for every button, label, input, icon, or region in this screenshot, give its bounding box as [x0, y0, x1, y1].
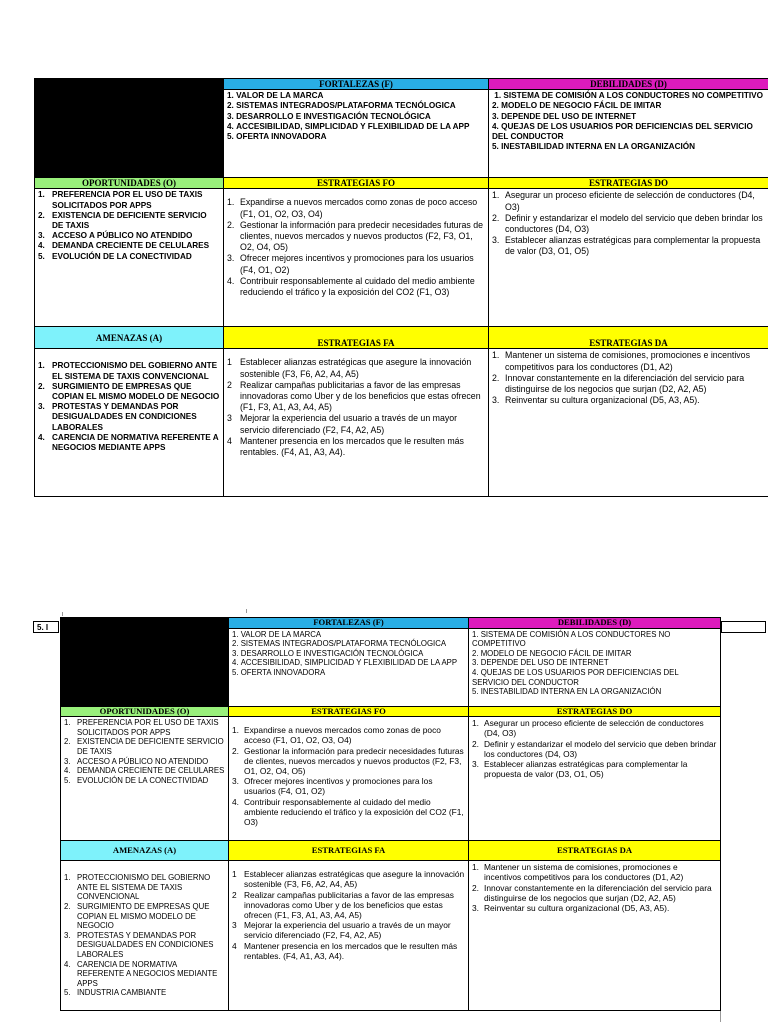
list-item: 3. Reinventar su cultura organizacional (D5, A3, A5). [492, 395, 700, 406]
list-item: 1. Asegurar un proceso eficiente de selección de conductores (D4, O3) [472, 718, 704, 739]
list-item: 1. VALOR DE LA MARCA [227, 91, 324, 101]
list-item: 1. SISTEMA DE COMISIÓN A LOS CONDUCTORES NO COMPETITIVO [472, 629, 671, 649]
header-estrategias-fa: ESTRATEGIAS FA [224, 327, 489, 349]
header-estrategias-fa: ESTRATEGIAS FA [229, 841, 469, 861]
list-item: 4. ACCESIBILIDAD, SIMPLICIDAD Y FLEXIBILIDAD DE LA APP [232, 658, 458, 668]
fortalezas-list [229, 628, 469, 706]
header-oportunidades: OPORTUNIDADES (O) [35, 178, 224, 189]
list-item: 3. ACCESO A PÚBLICO NO ATENDIDO [38, 231, 193, 241]
header-debilidades: DEBILIDADES (D) [469, 618, 721, 629]
list-item: 4. DEMANDA CRECIENTE DE CELULARES [38, 241, 210, 251]
list-item: 2. SURGIMIENTO DE EMPRESAS QUE COPIAN EL MISMO MODELO DE NEGOCIO [64, 901, 210, 931]
list-item: 2. Innovar constantemente en la diferenciación del servicio para distinguirse de los negocios que surjan (D2, A2, A5) [472, 882, 712, 903]
list-item: 4 Mantener presencia en los mercados que le resulten más rentables. (F4, A1, A3, A4). [232, 940, 458, 961]
section-number-fragment: 5. I [33, 621, 59, 633]
header-oportunidades: OPORTUNIDADES (O) [61, 706, 229, 717]
list-item: 2. SISTEMAS INTEGRADOS/PLATAFORMA TECNÓLOGICA [227, 101, 456, 111]
list-item: 3. Reinventar su cultura organizacional (D5, A3, A5). [472, 903, 670, 913]
header-estrategias-fo: ESTRATEGIAS FO [229, 706, 469, 717]
list-item: 3. Establecer alianzas estratégicas para complementar la propuesta de valor (D3, O1, O5) [472, 759, 688, 780]
header-debilidades: DEBILIDADES (D) [489, 79, 768, 90]
list-item: 1. PREFERENCIA POR EL USO DE TAXIS SOLICITADOS POR APPS [64, 718, 219, 737]
list-item: 4. CARENCIA DE NORMATIVA REFERENTE A NEGOCIOS MEDIANTE APPS [38, 432, 219, 453]
corner-black-cell [61, 618, 229, 707]
list-item: 1. Mantener un sistema de comisiones, promociones e incentivos competitivos para los conductores (D1, A2) [472, 862, 684, 883]
list-item: 1. PROTECCIONISMO DEL GOBIERNO ANTE EL SISTEMA DE TAXIS CONVENCIONAL [38, 361, 218, 381]
list-item: 1. Expandirse a nuevos mercados como zonas de poco acceso (F1, O1, O2, O3, O4) [232, 725, 441, 746]
corner-black-cell [35, 79, 224, 178]
header-estrategias-fo: ESTRATEGIAS FO [224, 178, 489, 189]
amenazas-list [35, 349, 224, 497]
oportunidades-list [61, 717, 229, 841]
list-item: 1. Asegurar un proceso eficiente de selección de conductores (D4, O3) [492, 190, 755, 212]
header-estrategias-do: ESTRATEGIAS DO [489, 178, 768, 189]
header-estrategias-da: ESTRATEGIAS DA [469, 841, 721, 861]
estrategias-da-list [489, 349, 768, 497]
list-item: 4. QUEJAS DE LOS USUARIOS POR DEFICIENCIAS DEL SERVICIO DEL CONDUCTOR [472, 667, 679, 687]
list-item: 2 Realizar campañas publicitarias a favor de las empresas innovadoras como Uber y de los beneficios que estas ofrecen (F1, F3, A1, A3, A4, A5) [227, 379, 481, 413]
estrategias-do-list [469, 717, 721, 841]
oportunidades-list [35, 189, 224, 327]
list-item: 4. Contribuir responsablemente al cuidado del medio ambiente reduciendo el tráfico y la exposición del CO2 (F1, O3) [227, 275, 475, 298]
list-item: 1 Establecer alianzas estratégicas que asegure la innovación sostenible (F3, F6, A2, A4, A5) [232, 869, 465, 890]
list-item: 3. PROTESTAS Y DEMANDAS POR DESIGUALDADES EN CONDICIONES LABORALES [38, 402, 197, 432]
list-item: 2. EXISTENCIA DE DEFICIENTE SERVICIO DE TAXIS [64, 737, 224, 756]
list-item: 2. Definir y estandarizar el modelo del servicio que deben brindar los conductores (D4, O3) [472, 738, 717, 759]
estrategias-fa-list [224, 349, 489, 497]
header-fortalezas: FORTALEZAS (F) [224, 79, 489, 90]
list-item: 3. DESARROLLO E INVESTIGACIÓN TECNOLÓGICA [227, 111, 431, 121]
debilidades-list [469, 628, 721, 706]
estrategias-fo-list [224, 189, 489, 327]
list-item: 2. Gestionar la información para predecir necesidades futuras de clientes, nuevos mercados y nuevos productos (F2, F3, O1, O2, O4, O5) [232, 745, 464, 776]
margin-tick [246, 609, 247, 613]
margin-tick [62, 612, 63, 616]
list-item: 4. QUEJAS DE LOS USUARIOS POR DEFICIENCIAS DEL SERVICIO DEL CONDUCTOR [492, 121, 753, 142]
estrategias-fa-list [229, 861, 469, 1011]
list-item: 4. DEMANDA CRECIENTE DE CELULARES [64, 766, 225, 776]
list-item: 2. Definir y estandarizar el modelo del servicio que deben brindar los conductores (D4, O3) [492, 212, 763, 235]
list-item: 4. ACCESIBILIDAD, SIMPLICIDAD Y FLEXIBILIDAD DE LA APP [227, 121, 470, 131]
list-item: 1. PROTECCIONISMO DEL GOBIERNO ANTE EL SISTEMA DE TAXIS CONVENCIONAL [64, 873, 211, 902]
list-item: 3. DESARROLLO E INVESTIGACIÓN TECNOLÓGICA [232, 648, 424, 658]
debilidades-list [489, 90, 768, 178]
list-item: 2. SURGIMIENTO DE EMPRESAS QUE COPIAN EL MISMO MODELO DE NEGOCIO [38, 381, 220, 402]
list-item: 5. INESTABILIDAD INTERNA EN LA ORGANIZACIÓN [492, 142, 696, 152]
list-item: 4. Contribuir responsablemente al cuidado del medio ambiente reduciendo el tráfico y la exposición del CO2 (F1, O3) [232, 796, 464, 828]
list-item: 1. VALOR DE LA MARCA [232, 629, 322, 639]
list-item: 3. Establecer alianzas estratégicas para complementar la propuesta de valor (D3, O1, O5) [492, 235, 761, 257]
header-fortalezas: FORTALEZAS (F) [229, 618, 469, 629]
estrategias-do-list [489, 189, 768, 327]
list-item: 3 Mejorar la experiencia del usuario a través de un mayor servicio diferenciado (F2, F4, A2, A5) [227, 413, 458, 435]
header-estrategias-do: ESTRATEGIAS DO [469, 706, 721, 717]
estrategias-da-list [469, 861, 721, 1011]
list-item: 5. INDUSTRIA CAMBIANTE [64, 988, 167, 998]
list-item: 3 Mejorar la experiencia del usuario a través de un mayor servicio diferenciado (F2, F4, A2, A5) [232, 920, 451, 941]
list-item: 2. SISTEMAS INTEGRADOS/PLATAFORMA TECNÓLOGICA [232, 639, 447, 649]
foda-matrix-page-1 [34, 78, 768, 497]
list-item: 2. Gestionar la información para predecir necesidades futuras de clientes, nuevos mercados y nuevos productos (F2, F3, O1, O2, O4, O5) [227, 219, 484, 253]
list-item: 5. EVOLUCIÓN DE LA CONECTIVIDAD [64, 775, 209, 785]
list-item: 5. OFERTA INNOVADORA [227, 132, 327, 142]
amenazas-list [61, 861, 229, 1011]
list-item: 3. PROTESTAS Y DEMANDAS POR DESIGUALDADES EN CONDICIONES LABORALES [64, 930, 214, 959]
fortalezas-list [224, 90, 489, 178]
list-item: 5. EVOLUCIÓN DE LA CONECTIVIDAD [38, 251, 192, 261]
list-item: 1. Expandirse a nuevos mercados como zonas de poco acceso (F1, O1, O2, O3, O4) [227, 197, 478, 219]
list-item: 2 Realizar campañas publicitarias a favor de las empresas innovadoras como Uber y de los beneficios que estas ofrecen (F1, F3, A1, A3, A4, A5) [232, 889, 454, 920]
list-item: 5. INESTABILIDAD INTERNA EN LA ORGANIZACIÓN [472, 687, 662, 697]
list-item: 1. Mantener un sistema de comisiones, promociones e incentivos competitivos para los conductores (D1, A2) [492, 350, 750, 372]
margin-tick [720, 1010, 721, 1022]
header-amenazas: AMENAZAS (A) [61, 841, 229, 861]
list-item: 2. MODELO DE NEGOCIO FÁCIL DE IMITAR [472, 648, 632, 658]
list-item: 2. EXISTENCIA DE DEFICIENTE SERVICIO DE TAXIS [38, 210, 207, 231]
estrategias-fo-list [229, 717, 469, 841]
list-item: 3. DEPENDE DEL USO DE INTERNET [472, 658, 609, 668]
list-item: 4. CARENCIA DE NORMATIVA REFERENTE A NEGOCIOS MEDIANTE APPS [64, 959, 218, 988]
list-item: 3. Ofrecer mejores incentivos y promociones para los usuarios (F4, O1, O2) [227, 253, 474, 275]
list-item: 1. SISTEMA DE COMISIÓN A LOS CONDUCTORES NO COMPETITIVO [494, 91, 763, 101]
header-amenazas: AMENAZAS (A) [35, 327, 224, 349]
list-item: 2. MODELO DE NEGOCIO FÁCIL DE IMITAR [492, 101, 662, 111]
list-item: 2. Innovar constantemente en la diferenciación del servicio para distinguirse de los negocios que surjan (D2, A2, A5) [492, 372, 745, 395]
list-item: 3. DEPENDE DEL USO DE INTERNET [492, 111, 637, 121]
list-item: 1 Establecer alianzas estratégicas que asegure la innovación sostenible (F3, F6, A2, A4, A5) [227, 357, 472, 379]
list-item: 5. OFERTA INNOVADORA [232, 667, 326, 677]
list-item: 4 Mantener presencia en los mercados que le resulten más rentables. (F4, A1, A3, A4). [227, 435, 464, 458]
list-item: 1. PREFERENCIA POR EL USO DE TAXIS SOLICITADOS POR APPS [38, 190, 203, 210]
list-item: 3. ACCESO A PÚBLICO NO ATENDIDO [64, 756, 209, 766]
foda-matrix-page-2 [60, 617, 721, 1011]
table-border-fragment [721, 621, 766, 633]
header-estrategias-da: ESTRATEGIAS DA [489, 327, 768, 349]
list-item: 3. Ofrecer mejores incentivos y promociones para los usuarios (F4, O1, O2) [232, 776, 433, 797]
